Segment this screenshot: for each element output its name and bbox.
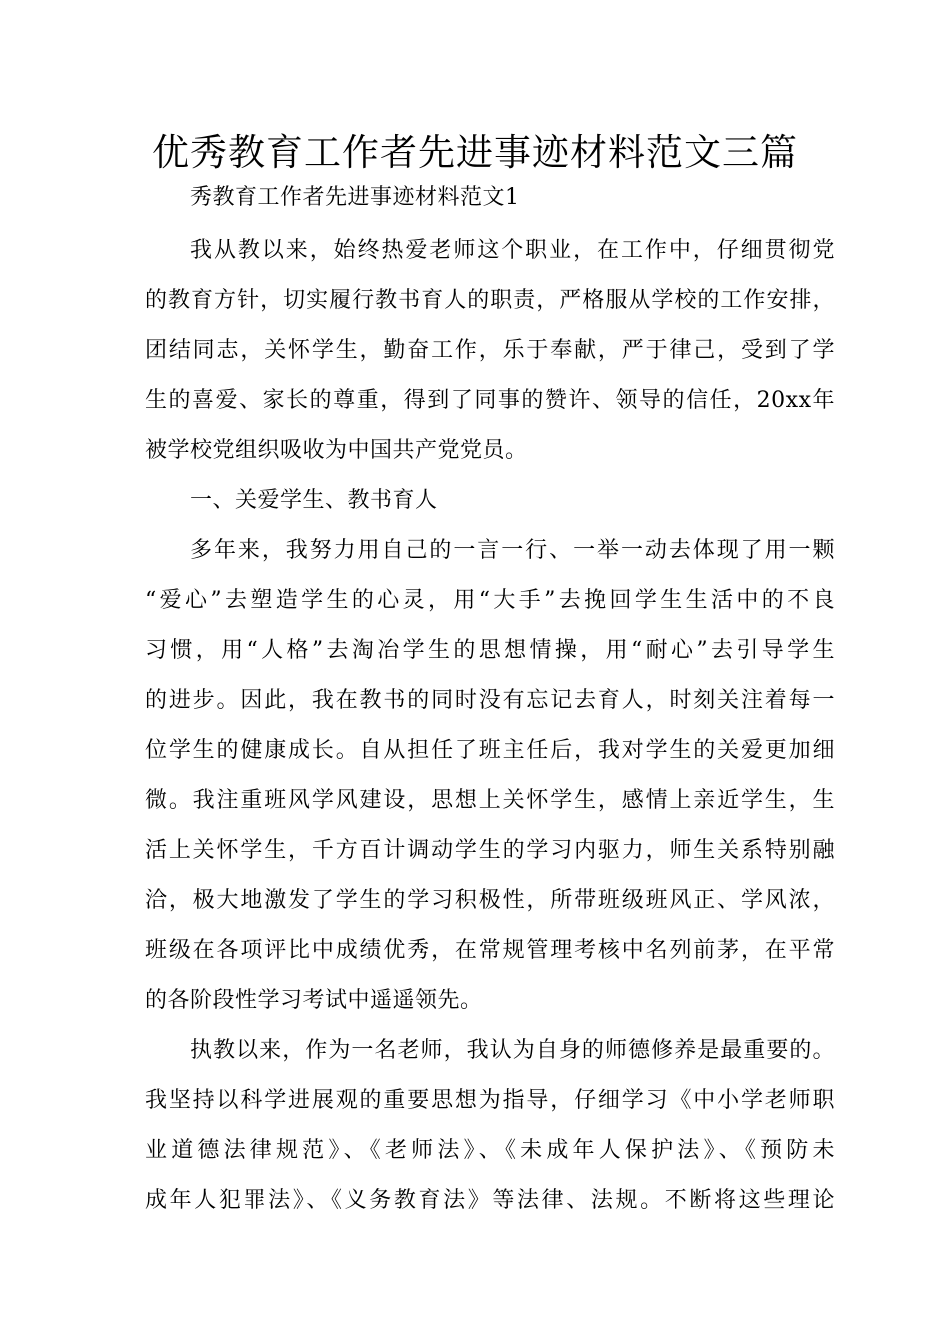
paragraph-line: 微。我注重班风学风建设，思想上关怀学生，感情上亲近学生，生 — [145, 788, 835, 813]
paragraph-line: 成年人犯罪法》、《义务教育法》等法律、法规。不断将这些理论 — [145, 1188, 835, 1213]
document-title: 优秀教育工作者先进事迹材料范文三篇 — [152, 131, 798, 174]
paragraph-line: 班级在各项评比中成绩优秀，在常规管理考核中名列前茅，在平常 — [145, 938, 835, 963]
paragraph-line: 被学校党组织吸收为中国共产党党员。 — [145, 438, 528, 463]
section-heading: 一、关爱学生、教书育人 — [190, 488, 438, 513]
paragraph-line: 我从教以来，始终热爱老师这个职业，在工作中，仔细贯彻党 — [190, 238, 835, 263]
subtitle-line: 秀教育工作者先进事迹材料范文1 — [190, 185, 520, 210]
paragraph-line: 位学生的健康成长。自从担任了班主任后，我对学生的关爱更加细 — [145, 738, 835, 763]
paragraph-line: 生的喜爱、家长的尊重，得到了同事的赞许、领导的信任，20xx年 — [145, 388, 835, 413]
paragraph-line: 的进步。因此，我在教书的同时没有忘记去育人，时刻关注着每一 — [145, 688, 835, 713]
paragraph-line: 团结同志，关怀学生，勤奋工作，乐于奉献，严于律己，受到了学 — [145, 338, 835, 363]
paragraph-line: 多年来，我努力用自己的一言一行、一举一动去体现了用一颗 — [190, 538, 835, 563]
paragraph-line: 习惯，用“人格”去淘冶学生的思想情操，用“耐心”去引导学生 — [145, 638, 835, 663]
paragraph-line: 洽，极大地激发了学生的学习积极性，所带班级班风正、学风浓， — [145, 888, 835, 913]
paragraph-line: 我坚持以科学进展观的重要思想为指导，仔细学习《中小学老师职 — [145, 1088, 835, 1113]
paragraph-line: 的各阶段性学习考试中遥遥领先。 — [145, 988, 483, 1013]
paragraph-line: “爱心”去塑造学生的心灵，用“大手”去挽回学生生活中的不良 — [145, 588, 835, 613]
paragraph-line: 活上关怀学生，千方百计调动学生的学习内驱力，师生关系特别融 — [145, 838, 835, 863]
paragraph-line: 的教育方针，切实履行教书育人的职责，严格服从学校的工作安排， — [145, 288, 835, 313]
paragraph-line: 执教以来，作为一名老师，我认为自身的师德修养是最重要的。 — [190, 1038, 835, 1063]
paragraph-line: 业道德法律规范》、《老师法》、《未成年人保护法》、《预防未 — [145, 1138, 835, 1163]
